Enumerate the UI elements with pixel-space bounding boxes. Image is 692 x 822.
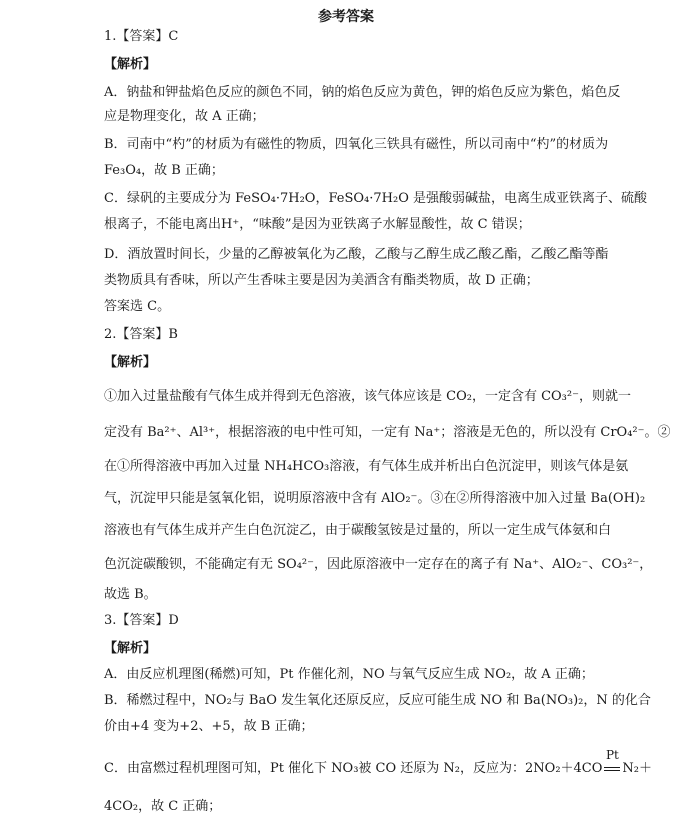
q1-line-b1: B．司南中“杓”的材质为有磁性的物质，四氧化三铁具有磁性，所以司南中“杓”的材质为 — [104, 137, 609, 152]
q1-line-c2: 根离子，不能电离出H⁺，“味酸”是因为亚铁离子水解显酸性，故 C 错误； — [104, 217, 531, 232]
q1-answer: 1.【答案】C — [104, 29, 179, 44]
q3-line-c1 — [104, 748, 652, 778]
q1-line-d2: 类物质具有香味，所以产生香味主要是因为美酒含有酯类物质，故 D 正确； — [104, 273, 539, 288]
equals-sign — [604, 767, 620, 771]
q2-conclusion: 故选 B。 — [104, 587, 157, 602]
q3-answer: 3.【答案】D — [104, 613, 179, 628]
catalyst-label: Pt — [605, 748, 619, 762]
q2-line-6: 色沉淀碳酸钡，不能确定有无 SO₄²⁻，因此原溶液中一定存在的离子有 Na⁺、AlO₂⁻、CO₃²⁻， — [104, 557, 653, 572]
q1-line-c1: C．绿矾的主要成分为 FeSO₄·7H₂O，FeSO₄·7H₂O 是强酸弱碱盐，电离生成亚铁离子、硫酸 — [104, 191, 647, 206]
q1-line-a2: 应是物理变化，故 A 正确； — [104, 109, 265, 124]
reaction-arrow — [604, 748, 620, 778]
q3-line-b1: B．稀燃过程中，NO₂与 BaO 发生氧化还原反应，反应可能生成 NO 和 Ba(NO₃)₂，N 的化合 — [104, 693, 651, 708]
q3-line-c1-tail: N₂＋ — [622, 761, 652, 776]
q2-line-2: 定没有 Ba²⁺、Al³⁺，根据溶液的电中性可知，一定有 Na⁺；溶液是无色的，所以没有 CrO₄²⁻。② — [104, 425, 671, 440]
q1-conclusion: 答案选 C。 — [104, 299, 171, 314]
q3-analysis-heading: 【解析】 — [104, 641, 157, 656]
page-title: 参考答案 — [318, 9, 374, 25]
q1-analysis-heading: 【解析】 — [104, 57, 157, 72]
q3-line-a: A．由反应机理图(稀燃)可知，Pt 作催化剂，NO 与氧气反应生成 NO₂，故 A 正确； — [104, 667, 594, 682]
q3-line-c1-text: C．由富燃过程机理图可知，Pt 催化下 NO₃被 CO 还原为 N₂，反应为：2NO₂＋4CO — [104, 761, 603, 776]
q1-line-a1: A．钠盐和钾盐焰色反应的颜色不同，钠的焰色反应为黄色，钾的焰色反应为紫色，焰色反 — [104, 85, 621, 100]
q3-line-b2: 价由+4 变为+2、+5，故 B 正确； — [104, 719, 314, 734]
q2-line-1: ①加入过量盐酸有气体生成并得到无色溶液，该气体应该是 CO₂，一定含有 CO₃²⁻，则就一 — [104, 389, 631, 404]
q2-line-4: 气，沉淀甲只能是氢氧化铝，说明原溶液中含有 AlO₂⁻。③在②所得溶液中加入过量 Ba(OH)₂ — [104, 491, 646, 506]
q1-line-d1: D．酒放置时间长，少量的乙醇被氧化为乙酸，乙酸与乙醇生成乙酸乙酯，乙酸乙酯等酯 — [104, 247, 609, 262]
q2-line-3: 在①所得溶液中再加入过量 NH₄HCO₃溶液，有气体生成并析出白色沉淀甲，则该气体是氨 — [104, 459, 629, 474]
q2-answer: 2.【答案】B — [104, 327, 178, 342]
q1-line-b2: Fe₃O₄，故 B 正确； — [104, 163, 224, 178]
q2-analysis-heading: 【解析】 — [104, 355, 157, 370]
q3-line-c2: 4CO₂，故 C 正确； — [104, 799, 222, 814]
q2-line-5: 溶液也有气体生成并产生白色沉淀乙，由于碳酸氢铵是过量的，所以一定生成气体氨和白 — [104, 523, 612, 538]
